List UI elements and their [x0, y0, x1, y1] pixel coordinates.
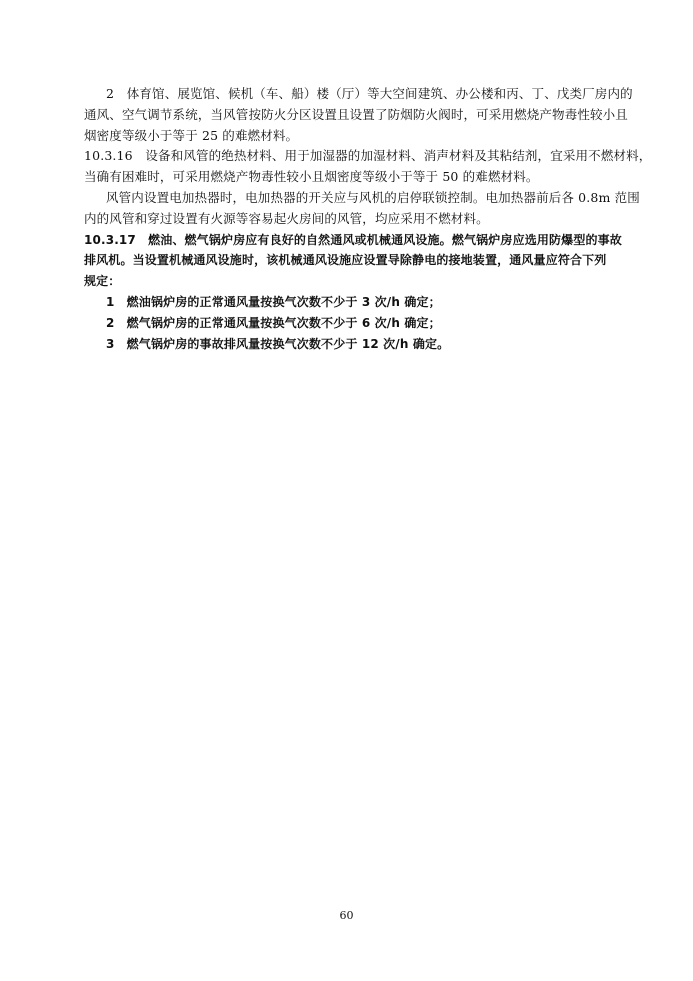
text-line: 排风机。当设置机械通风设施时，该机械通风设施应设置导除静电的接地装置，通风量应符合下列	[84, 253, 607, 268]
clause-10-3-16	[84, 146, 652, 188]
list-item: 1 燃油锅炉房的正常通风量按换气次数不少于 3 次/h 确定；	[106, 294, 441, 309]
text-line: 10.3.17 燃油、燃气锅炉房应有良好的自然通风或机械通风设施。燃气锅炉房应选用防爆型的事故	[84, 232, 622, 247]
requirement-list	[84, 292, 614, 354]
text-line: 烟密度等级小于等于 25 的难燃材料。	[84, 127, 299, 143]
text-line: 2 体育馆、展览馆、候机（车、船）楼（厅）等大空间建筑、办公楼和丙、丁、戊类厂房内的	[106, 86, 633, 101]
text-line: 通风、空气调节系统，当风管按防火分区设置且设置了防烟防火阀时，可采用燃烧产物毒性较小且	[84, 106, 628, 122]
page-content	[84, 84, 652, 354]
text-line: 当确有困难时，可采用燃烧产物毒性较小且烟密度等级小于等于 50 的难燃材料。	[84, 169, 539, 185]
text-line: 规定：	[84, 274, 121, 289]
list-item: 3 燃气锅炉房的事故排风量按换气次数不少于 12 次/h 确定。	[106, 336, 450, 351]
page-number: 60	[339, 909, 354, 922]
text-line: 10.3.16 设备和风管的绝热材料、用于加湿器的加湿材料、消声材料及其粘结剂，宜采用不燃材料，	[84, 148, 652, 164]
paragraph-item-2	[84, 84, 633, 146]
clause-10-3-17	[84, 230, 622, 292]
paragraph-electric-heater	[84, 188, 640, 230]
text-line: 内的风管和穿过设置有火源等容易起火房间的风管，均应采用不燃材料。	[84, 210, 489, 226]
list-item: 2 燃气锅炉房的正常通风量按换气次数不少于 6 次/h 确定；	[106, 315, 441, 330]
text-line: 风管内设置电加热器时，电加热器的开关应与风机的启停联锁控制。电加热器前后各 0.8m 范围	[106, 189, 640, 205]
